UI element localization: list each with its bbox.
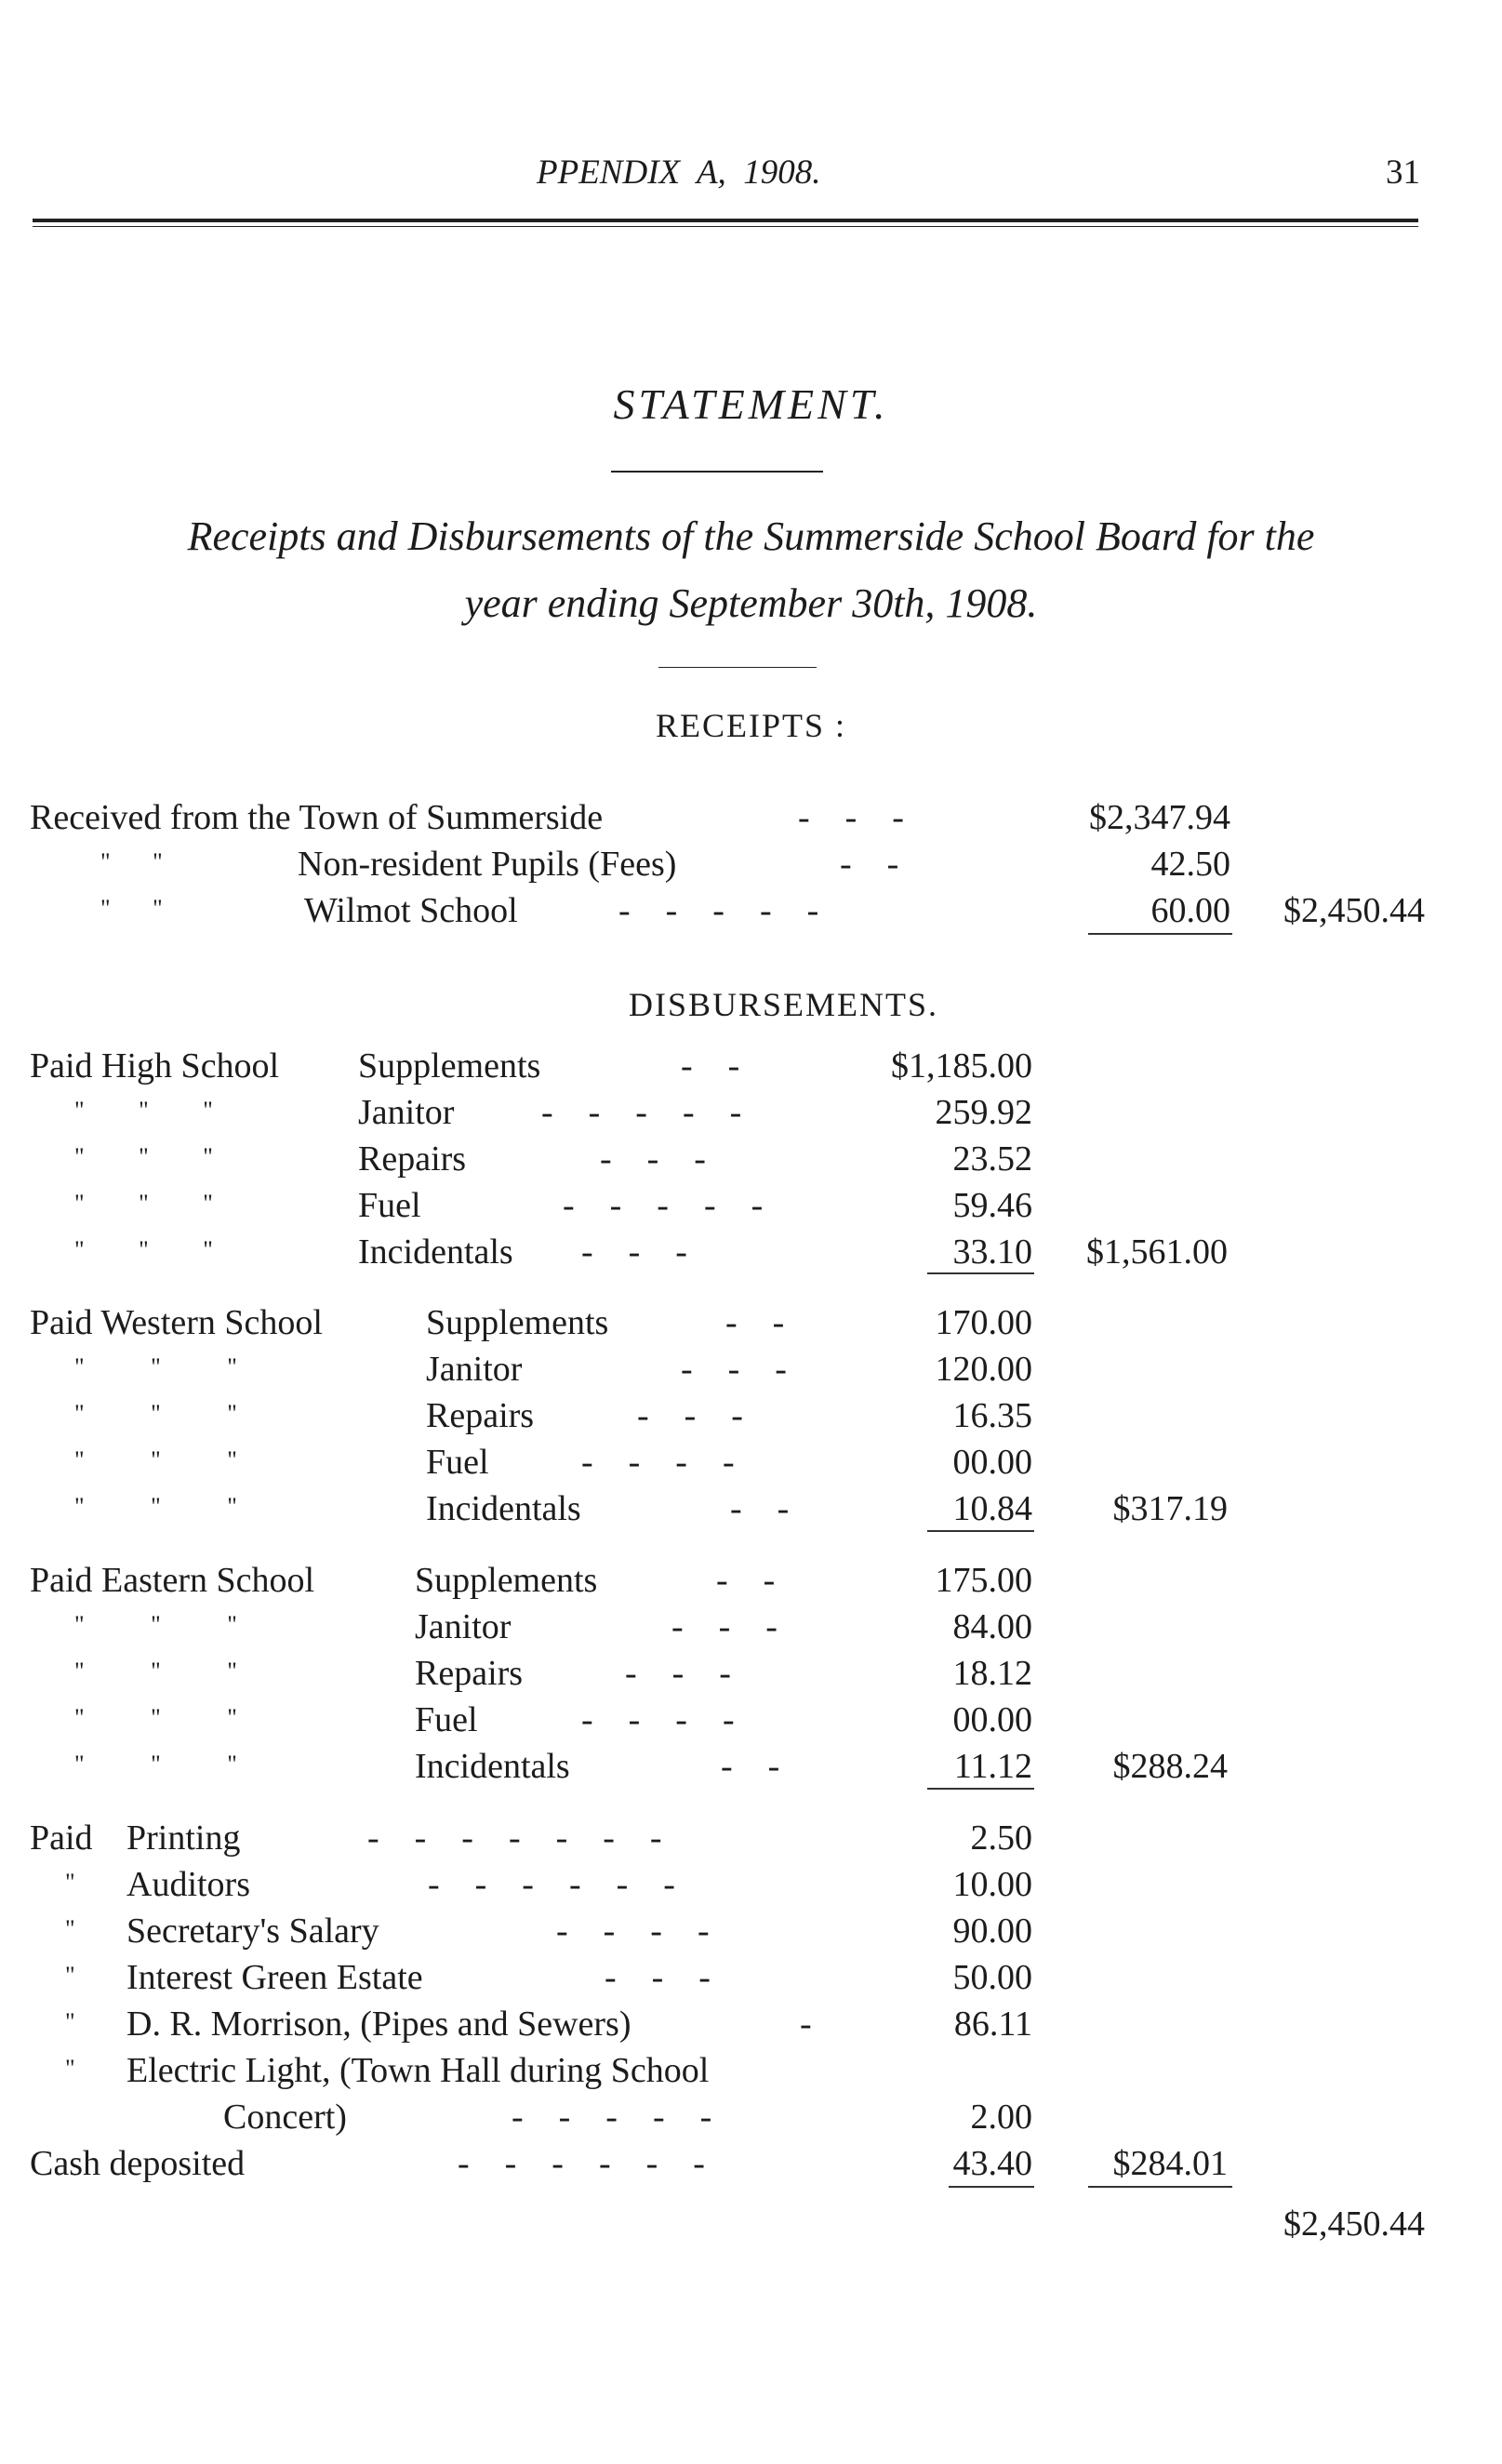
header-rule-thin bbox=[33, 226, 1418, 227]
ditto-marks: " " " bbox=[74, 1097, 213, 1124]
table-row bbox=[0, 1609, 1502, 1656]
row-amount: 00.00 bbox=[952, 1443, 1032, 1482]
table-row bbox=[0, 1095, 1502, 1141]
row-dashes: - - - - - - bbox=[458, 2144, 705, 2183]
table-row bbox=[0, 893, 1502, 939]
row-dashes: - - - bbox=[637, 1396, 743, 1435]
row-dashes: - - bbox=[730, 1489, 790, 1528]
row-label: Non-resident Pupils (Fees) bbox=[298, 845, 677, 884]
subtotal-underline bbox=[927, 1788, 1034, 1790]
ditto-marks: " bbox=[65, 1869, 75, 1896]
row-dashes: - - - bbox=[798, 798, 904, 837]
ditto-marks: " " bbox=[100, 895, 163, 922]
table-row bbox=[0, 1702, 1502, 1749]
table-row bbox=[0, 1867, 1502, 1913]
ditto-marks: " " " bbox=[74, 1236, 213, 1263]
table-row bbox=[0, 2053, 1502, 2099]
row-dashes: - bbox=[800, 2004, 812, 2044]
table-row bbox=[0, 1398, 1502, 1445]
ditto-marks: " " bbox=[100, 848, 163, 875]
row-dashes: - - - - bbox=[581, 1443, 735, 1482]
row-label: Interest Green Estate bbox=[126, 1958, 423, 1997]
row-amount: 00.00 bbox=[952, 1700, 1032, 1739]
row-label: Concert) bbox=[223, 2098, 347, 2137]
row-dashes: - - - - bbox=[581, 1700, 735, 1739]
subtotal-underline bbox=[927, 1272, 1034, 1274]
row-dashes: - - bbox=[681, 1046, 740, 1085]
ditto-marks: " " " bbox=[74, 1493, 237, 1520]
row-dashes: - - - - - - - bbox=[367, 1818, 662, 1858]
row-label: Janitor bbox=[415, 1607, 512, 1646]
row-label: Wilmot School bbox=[304, 891, 518, 930]
row-dashes: - - - bbox=[681, 1350, 787, 1389]
row-label: Fuel bbox=[415, 1700, 478, 1739]
ditto-marks: " bbox=[65, 1962, 75, 1989]
row-label: Electric Light, (Town Hall during School bbox=[126, 2051, 710, 2090]
table-row bbox=[0, 1234, 1502, 1281]
receipts-heading: RECEIPTS : bbox=[655, 707, 847, 744]
row-label: Fuel bbox=[426, 1443, 489, 1482]
row-total: $317.19 bbox=[1112, 1489, 1228, 1528]
table-row bbox=[0, 1656, 1502, 1702]
row-amount: 16.35 bbox=[952, 1396, 1032, 1435]
row-label: Fuel bbox=[358, 1186, 421, 1225]
table-row bbox=[0, 1491, 1502, 1538]
row-label: Secretary's Salary bbox=[126, 1911, 379, 1951]
subtitle-line-2: year ending September 30th, 1908. bbox=[464, 580, 1038, 626]
table-row bbox=[0, 1820, 1502, 1867]
title-rule bbox=[611, 471, 823, 473]
table-row bbox=[0, 1352, 1502, 1398]
table-row bbox=[0, 2146, 1502, 2192]
row-label: Paid Western School bbox=[30, 1303, 323, 1342]
row-dashes: - - bbox=[725, 1303, 785, 1342]
row-total: $284.01 bbox=[1112, 2144, 1228, 2183]
row-label: Incidentals bbox=[415, 1747, 570, 1786]
row-amount: 43.40 bbox=[952, 2144, 1032, 2183]
row-amount: 59.46 bbox=[952, 1186, 1032, 1225]
table-row bbox=[0, 1749, 1502, 1795]
table-row bbox=[0, 1188, 1502, 1234]
receipts-underline bbox=[1088, 933, 1232, 935]
ditto-marks: " " " bbox=[74, 1658, 237, 1685]
row-label: Supplements bbox=[358, 1046, 541, 1085]
row-amount: 2.50 bbox=[970, 1818, 1032, 1858]
row-amount: 84.00 bbox=[952, 1607, 1032, 1646]
row-dashes: - - bbox=[716, 1561, 776, 1600]
row-dashes: - - bbox=[721, 1747, 780, 1786]
row-dashes: - - - bbox=[605, 1958, 711, 1997]
row-amount: 10.00 bbox=[952, 1865, 1032, 1904]
row-amount: 170.00 bbox=[935, 1303, 1032, 1342]
row-dashes: - - - bbox=[671, 1607, 778, 1646]
row-amount: 90.00 bbox=[952, 1911, 1032, 1951]
subtitle-rule bbox=[658, 667, 817, 668]
grand-total: $2,450.44 bbox=[1283, 2204, 1425, 2244]
ditto-marks: " " " bbox=[74, 1704, 237, 1731]
table-row bbox=[0, 1445, 1502, 1491]
table-row bbox=[0, 1913, 1502, 1960]
ditto-marks: " bbox=[65, 2008, 75, 2035]
row-label: Supplements bbox=[426, 1303, 609, 1342]
row-dashes: - - - - bbox=[556, 1911, 710, 1951]
row-dashes: - - - - - bbox=[563, 1186, 764, 1225]
row-label: D. R. Morrison, (Pipes and Sewers) bbox=[126, 2004, 631, 2044]
row-dashes: - - - - - bbox=[618, 891, 819, 930]
row-amount: 259.92 bbox=[935, 1093, 1032, 1132]
row-total: $1,561.00 bbox=[1086, 1232, 1228, 1272]
row-amount: 18.12 bbox=[952, 1654, 1032, 1693]
row-amount: 33.10 bbox=[952, 1232, 1032, 1272]
table-row bbox=[0, 1048, 1502, 1095]
row-amount: $2,347.94 bbox=[1089, 798, 1230, 837]
table-row bbox=[0, 1960, 1502, 2006]
row-label: Auditors bbox=[126, 1865, 250, 1904]
row-label: Cash deposited bbox=[30, 2144, 246, 2183]
row-amount: 10.84 bbox=[952, 1489, 1032, 1528]
row-label: Incidentals bbox=[358, 1232, 513, 1272]
row-dashes: - - - - - - bbox=[428, 1865, 675, 1904]
disbursements-heading: DISBURSEMENTS. bbox=[628, 986, 939, 1023]
ditto-marks: " bbox=[65, 2055, 75, 2082]
subtotal-underline bbox=[927, 1530, 1034, 1532]
row-label: Paid High School bbox=[30, 1046, 280, 1085]
row-amount: 42.50 bbox=[1150, 845, 1230, 884]
subtotal-underline bbox=[949, 2186, 1034, 2188]
row-total: $2,450.44 bbox=[1283, 891, 1425, 930]
running-header: PPENDIX A, 1908. bbox=[537, 153, 821, 192]
row-dashes: - - - bbox=[581, 1232, 687, 1272]
table-row bbox=[0, 1141, 1502, 1188]
row-label: Paid bbox=[30, 1818, 93, 1858]
statement-title: STATEMENT. bbox=[613, 380, 889, 428]
row-label: Supplements bbox=[415, 1561, 598, 1600]
ditto-marks: " " " bbox=[74, 1611, 237, 1638]
row-amount: 11.12 bbox=[953, 1747, 1032, 1786]
ditto-marks: " " " bbox=[74, 1400, 237, 1427]
row-amount: 2.00 bbox=[970, 2098, 1032, 2137]
table-row bbox=[0, 1305, 1502, 1352]
row-amount: 86.11 bbox=[953, 2004, 1032, 2044]
row-total: $288.24 bbox=[1112, 1747, 1228, 1786]
ditto-marks: " " " bbox=[74, 1751, 237, 1778]
row-amount: $1,185.00 bbox=[891, 1046, 1032, 1085]
ditto-marks: " " " bbox=[74, 1143, 213, 1170]
header-rule bbox=[33, 219, 1418, 222]
table-row bbox=[0, 846, 1502, 893]
row-dashes: - - - - - bbox=[512, 2098, 712, 2137]
page-number: 31 bbox=[1386, 153, 1420, 192]
row-label: Janitor bbox=[358, 1093, 455, 1132]
row-dashes: - - - - - bbox=[541, 1093, 742, 1132]
table-row bbox=[0, 800, 1502, 846]
row-label: Paid Eastern School bbox=[30, 1561, 315, 1600]
row-label: Repairs bbox=[358, 1139, 467, 1179]
ditto-marks: " " " bbox=[74, 1446, 237, 1473]
row-dashes: - - - bbox=[625, 1654, 731, 1693]
row-amount: 120.00 bbox=[935, 1350, 1032, 1389]
row-label: Received from the Town of Summerside bbox=[30, 798, 604, 837]
row-label: Incidentals bbox=[426, 1489, 581, 1528]
row-label: Repairs bbox=[426, 1396, 535, 1435]
row-label: Janitor bbox=[426, 1350, 523, 1389]
row-dashes: - - bbox=[840, 845, 899, 884]
subtitle-line-1: Receipts and Disbursements of the Summerside School Board for the bbox=[187, 513, 1315, 559]
row-amount: 175.00 bbox=[935, 1561, 1032, 1600]
ditto-marks: " " " bbox=[74, 1190, 213, 1217]
table-row bbox=[0, 2006, 1502, 2053]
row-label: Repairs bbox=[415, 1654, 524, 1693]
row-amount: 50.00 bbox=[952, 1958, 1032, 1997]
row-amount: 60.00 bbox=[1150, 891, 1230, 930]
total-underline bbox=[1088, 2186, 1232, 2188]
row-amount: 23.52 bbox=[952, 1139, 1032, 1179]
row-dashes: - - - bbox=[600, 1139, 706, 1179]
row-label: Printing bbox=[126, 1818, 241, 1858]
ditto-marks: " bbox=[65, 1915, 75, 1942]
table-row bbox=[0, 2099, 1502, 2146]
ditto-marks: " " " bbox=[74, 1353, 237, 1380]
table-row bbox=[0, 1563, 1502, 1609]
